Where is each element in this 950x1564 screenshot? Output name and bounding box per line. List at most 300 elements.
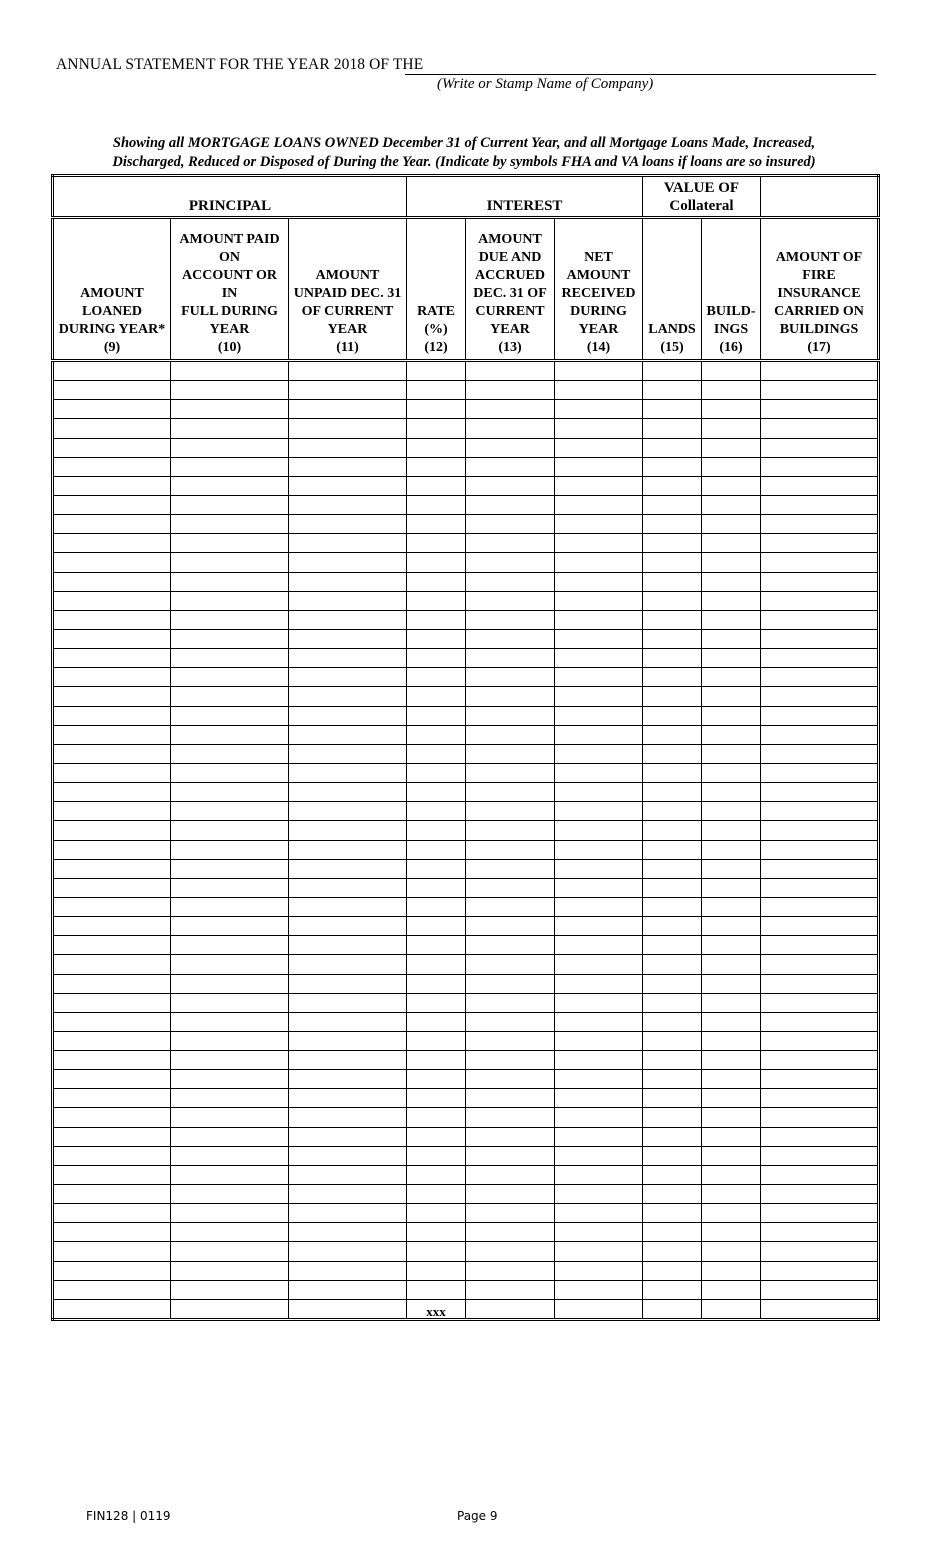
entry-cell[interactable] xyxy=(289,1299,407,1319)
entry-cell[interactable] xyxy=(53,993,171,1012)
entry-cell[interactable] xyxy=(171,381,289,400)
entry-cell[interactable] xyxy=(289,936,407,955)
entry-cell[interactable] xyxy=(702,821,761,840)
entry-cell[interactable] xyxy=(466,917,555,936)
entry-cell[interactable] xyxy=(555,763,643,782)
entry-cell[interactable] xyxy=(643,1280,702,1299)
entry-cell[interactable] xyxy=(289,802,407,821)
entry-cell[interactable] xyxy=(171,1242,289,1261)
entry-cell[interactable] xyxy=(289,1051,407,1070)
entry-cell[interactable] xyxy=(761,572,879,591)
entry-cell[interactable] xyxy=(53,438,171,457)
entry-cell[interactable] xyxy=(702,457,761,476)
entry-cell[interactable] xyxy=(53,1070,171,1089)
entry-cell[interactable] xyxy=(407,476,466,495)
entry-cell[interactable] xyxy=(407,1070,466,1089)
entry-cell[interactable] xyxy=(702,802,761,821)
entry-cell[interactable] xyxy=(643,1204,702,1223)
entry-cell[interactable] xyxy=(466,534,555,553)
entry-cell[interactable] xyxy=(466,419,555,438)
entry-cell[interactable] xyxy=(555,897,643,916)
entry-cell[interactable] xyxy=(53,936,171,955)
entry-cell[interactable] xyxy=(466,802,555,821)
entry-cell[interactable] xyxy=(53,744,171,763)
entry-cell[interactable] xyxy=(702,897,761,916)
entry-cell[interactable] xyxy=(702,763,761,782)
entry-cell[interactable] xyxy=(643,897,702,916)
entry-cell[interactable] xyxy=(555,572,643,591)
entry-cell[interactable] xyxy=(555,419,643,438)
entry-cell[interactable] xyxy=(643,1089,702,1108)
entry-cell[interactable] xyxy=(643,1165,702,1184)
entry-cell[interactable] xyxy=(289,629,407,648)
entry-cell[interactable] xyxy=(761,1031,879,1050)
entry-cell[interactable] xyxy=(702,400,761,419)
entry-cell[interactable] xyxy=(761,974,879,993)
entry-cell[interactable] xyxy=(761,821,879,840)
entry-cell[interactable] xyxy=(466,725,555,744)
entry-cell[interactable] xyxy=(53,495,171,514)
entry-cell[interactable] xyxy=(466,649,555,668)
entry-cell[interactable] xyxy=(171,706,289,725)
entry-cell[interactable] xyxy=(289,1146,407,1165)
entry-cell[interactable] xyxy=(466,821,555,840)
entry-cell[interactable] xyxy=(53,878,171,897)
entry-cell[interactable] xyxy=(171,572,289,591)
entry-cell[interactable] xyxy=(643,993,702,1012)
entry-cell[interactable] xyxy=(407,419,466,438)
entry-cell[interactable] xyxy=(171,438,289,457)
entry-cell[interactable] xyxy=(761,1299,879,1319)
entry-cell[interactable] xyxy=(53,553,171,572)
entry-cell[interactable] xyxy=(702,1280,761,1299)
entry-cell[interactable] xyxy=(289,1089,407,1108)
entry-cell[interactable] xyxy=(289,668,407,687)
entry-cell[interactable] xyxy=(702,1127,761,1146)
entry-cell[interactable] xyxy=(466,1185,555,1204)
entry-cell[interactable] xyxy=(702,878,761,897)
entry-cell[interactable] xyxy=(407,859,466,878)
entry-cell[interactable] xyxy=(702,1146,761,1165)
entry-cell[interactable] xyxy=(407,534,466,553)
entry-cell[interactable] xyxy=(171,917,289,936)
entry-cell[interactable] xyxy=(53,381,171,400)
entry-cell[interactable] xyxy=(555,1127,643,1146)
entry-cell[interactable] xyxy=(289,1108,407,1127)
entry-cell[interactable] xyxy=(643,361,702,381)
entry-cell[interactable] xyxy=(171,802,289,821)
entry-cell[interactable] xyxy=(555,1299,643,1319)
entry-cell[interactable] xyxy=(702,1261,761,1280)
entry-cell[interactable] xyxy=(761,1204,879,1223)
entry-cell[interactable] xyxy=(466,553,555,572)
entry-cell[interactable] xyxy=(643,1146,702,1165)
entry-cell[interactable] xyxy=(289,763,407,782)
entry-cell[interactable] xyxy=(761,1242,879,1261)
entry-cell[interactable] xyxy=(171,1012,289,1031)
entry-cell[interactable] xyxy=(289,917,407,936)
entry-cell[interactable] xyxy=(702,1051,761,1070)
entry-cell[interactable] xyxy=(643,878,702,897)
entry-cell[interactable] xyxy=(466,495,555,514)
entry-cell[interactable] xyxy=(171,1223,289,1242)
entry-cell[interactable] xyxy=(289,1204,407,1223)
entry-cell[interactable] xyxy=(407,1108,466,1127)
entry-cell[interactable] xyxy=(466,936,555,955)
entry-cell[interactable] xyxy=(466,1223,555,1242)
entry-cell[interactable] xyxy=(289,572,407,591)
entry-cell[interactable] xyxy=(761,1108,879,1127)
entry-cell[interactable] xyxy=(555,936,643,955)
entry-cell[interactable] xyxy=(761,553,879,572)
entry-cell[interactable] xyxy=(761,802,879,821)
entry-cell[interactable] xyxy=(407,381,466,400)
entry-cell[interactable] xyxy=(53,802,171,821)
entry-cell[interactable] xyxy=(407,744,466,763)
entry-cell[interactable] xyxy=(643,1051,702,1070)
entry-cell[interactable] xyxy=(466,878,555,897)
entry-cell[interactable] xyxy=(171,1070,289,1089)
entry-cell[interactable] xyxy=(761,361,879,381)
entry-cell[interactable] xyxy=(643,572,702,591)
entry-cell[interactable] xyxy=(555,706,643,725)
entry-cell[interactable] xyxy=(643,457,702,476)
entry-cell[interactable] xyxy=(171,936,289,955)
entry-cell[interactable] xyxy=(761,955,879,974)
entry-cell[interactable] xyxy=(702,936,761,955)
entry-cell[interactable] xyxy=(643,668,702,687)
entry-cell[interactable] xyxy=(702,668,761,687)
entry-cell[interactable] xyxy=(53,897,171,916)
entry-cell[interactable] xyxy=(555,878,643,897)
entry-cell[interactable] xyxy=(53,610,171,629)
entry-cell[interactable] xyxy=(761,878,879,897)
entry-cell[interactable] xyxy=(407,553,466,572)
entry-cell[interactable] xyxy=(407,955,466,974)
entry-cell[interactable] xyxy=(702,591,761,610)
entry-cell[interactable] xyxy=(466,687,555,706)
entry-cell[interactable] xyxy=(53,515,171,534)
entry-cell[interactable] xyxy=(171,668,289,687)
entry-cell[interactable] xyxy=(171,361,289,381)
entry-cell[interactable] xyxy=(466,859,555,878)
entry-cell[interactable] xyxy=(643,1223,702,1242)
entry-cell[interactable] xyxy=(643,687,702,706)
entry-cell[interactable] xyxy=(643,936,702,955)
entry-cell[interactable] xyxy=(555,1204,643,1223)
entry-cell[interactable] xyxy=(466,763,555,782)
entry-cell[interactable] xyxy=(643,515,702,534)
entry-cell[interactable] xyxy=(466,955,555,974)
entry-cell[interactable] xyxy=(555,1165,643,1184)
entry-cell[interactable] xyxy=(407,763,466,782)
entry-cell[interactable] xyxy=(466,1031,555,1050)
entry-cell[interactable] xyxy=(466,381,555,400)
entry-cell[interactable] xyxy=(53,361,171,381)
entry-cell[interactable] xyxy=(702,1242,761,1261)
entry-cell[interactable] xyxy=(407,1280,466,1299)
entry-cell[interactable] xyxy=(407,993,466,1012)
entry-cell[interactable] xyxy=(466,361,555,381)
entry-cell[interactable] xyxy=(643,783,702,802)
entry-cell[interactable] xyxy=(407,1051,466,1070)
entry-cell[interactable] xyxy=(466,457,555,476)
entry-cell[interactable] xyxy=(555,917,643,936)
entry-cell[interactable] xyxy=(466,1280,555,1299)
entry-cell[interactable] xyxy=(761,706,879,725)
entry-cell[interactable] xyxy=(555,993,643,1012)
entry-cell[interactable] xyxy=(407,361,466,381)
entry-cell[interactable] xyxy=(702,917,761,936)
entry-cell[interactable] xyxy=(761,783,879,802)
entry-cell[interactable] xyxy=(702,706,761,725)
entry-cell[interactable] xyxy=(407,1127,466,1146)
entry-cell[interactable] xyxy=(702,649,761,668)
entry-cell[interactable] xyxy=(53,1261,171,1280)
entry-cell[interactable] xyxy=(702,381,761,400)
entry-cell[interactable] xyxy=(53,419,171,438)
entry-cell[interactable] xyxy=(761,840,879,859)
entry-cell[interactable] xyxy=(407,1223,466,1242)
entry-cell[interactable] xyxy=(466,1165,555,1184)
entry-cell[interactable] xyxy=(643,1185,702,1204)
entry-cell[interactable] xyxy=(407,1089,466,1108)
entry-cell[interactable] xyxy=(702,1089,761,1108)
entry-cell[interactable] xyxy=(53,917,171,936)
entry-cell[interactable] xyxy=(643,400,702,419)
entry-cell[interactable] xyxy=(555,802,643,821)
entry-cell[interactable] xyxy=(53,687,171,706)
entry-cell[interactable] xyxy=(407,936,466,955)
entry-cell[interactable] xyxy=(407,878,466,897)
entry-cell[interactable] xyxy=(555,1012,643,1031)
entry-cell[interactable] xyxy=(407,610,466,629)
entry-cell[interactable] xyxy=(171,515,289,534)
entry-cell[interactable] xyxy=(761,687,879,706)
entry-cell[interactable] xyxy=(53,1185,171,1204)
entry-cell[interactable] xyxy=(407,783,466,802)
entry-cell[interactable] xyxy=(53,1242,171,1261)
entry-cell[interactable] xyxy=(171,1204,289,1223)
entry-cell[interactable] xyxy=(555,629,643,648)
entry-cell[interactable] xyxy=(407,400,466,419)
entry-cell[interactable] xyxy=(643,840,702,859)
entry-cell[interactable] xyxy=(702,974,761,993)
entry-cell[interactable] xyxy=(702,495,761,514)
entry-cell[interactable] xyxy=(761,725,879,744)
entry-cell[interactable] xyxy=(407,1012,466,1031)
entry-cell[interactable] xyxy=(555,495,643,514)
entry-cell[interactable] xyxy=(407,1242,466,1261)
entry-cell[interactable] xyxy=(53,859,171,878)
entry-cell[interactable] xyxy=(171,1299,289,1319)
entry-cell[interactable] xyxy=(289,878,407,897)
entry-cell[interactable] xyxy=(643,859,702,878)
entry-cell[interactable] xyxy=(53,629,171,648)
entry-cell[interactable] xyxy=(555,457,643,476)
entry-cell[interactable] xyxy=(289,591,407,610)
entry-cell[interactable] xyxy=(761,1089,879,1108)
entry-cell[interactable] xyxy=(53,1089,171,1108)
entry-cell[interactable] xyxy=(407,706,466,725)
entry-cell[interactable] xyxy=(761,763,879,782)
entry-cell[interactable] xyxy=(643,495,702,514)
entry-cell[interactable] xyxy=(171,1146,289,1165)
entry-cell[interactable] xyxy=(171,687,289,706)
entry-cell[interactable] xyxy=(289,706,407,725)
entry-cell[interactable] xyxy=(555,361,643,381)
entry-cell[interactable] xyxy=(643,955,702,974)
entry-cell[interactable] xyxy=(702,361,761,381)
entry-cell[interactable] xyxy=(53,706,171,725)
entry-cell[interactable] xyxy=(643,381,702,400)
entry-cell[interactable] xyxy=(643,629,702,648)
entry-cell[interactable] xyxy=(289,821,407,840)
entry-cell[interactable] xyxy=(643,476,702,495)
entry-cell[interactable] xyxy=(555,974,643,993)
entry-cell[interactable] xyxy=(171,495,289,514)
entry-cell[interactable] xyxy=(466,1070,555,1089)
entry-cell[interactable] xyxy=(466,1299,555,1319)
entry-cell[interactable] xyxy=(555,725,643,744)
entry-cell[interactable] xyxy=(555,610,643,629)
entry-cell[interactable] xyxy=(289,840,407,859)
entry-cell[interactable] xyxy=(555,783,643,802)
entry-cell[interactable] xyxy=(53,1031,171,1050)
entry-cell[interactable] xyxy=(53,1012,171,1031)
entry-cell[interactable] xyxy=(643,419,702,438)
entry-cell[interactable] xyxy=(643,553,702,572)
entry-cell[interactable] xyxy=(289,1242,407,1261)
entry-cell[interactable] xyxy=(289,974,407,993)
entry-cell[interactable] xyxy=(407,821,466,840)
entry-cell[interactable] xyxy=(466,993,555,1012)
entry-cell[interactable] xyxy=(761,744,879,763)
entry-cell[interactable] xyxy=(761,1185,879,1204)
entry-cell[interactable] xyxy=(643,802,702,821)
entry-cell[interactable] xyxy=(407,917,466,936)
entry-cell[interactable] xyxy=(643,763,702,782)
entry-cell[interactable] xyxy=(171,553,289,572)
entry-cell[interactable] xyxy=(555,1242,643,1261)
entry-cell[interactable] xyxy=(702,1299,761,1319)
entry-cell[interactable] xyxy=(289,400,407,419)
entry-cell[interactable] xyxy=(289,457,407,476)
entry-cell[interactable] xyxy=(555,591,643,610)
entry-cell[interactable] xyxy=(466,744,555,763)
entry-cell[interactable] xyxy=(761,476,879,495)
entry-cell[interactable] xyxy=(643,534,702,553)
entry-cell[interactable] xyxy=(171,1051,289,1070)
entry-cell[interactable] xyxy=(702,955,761,974)
entry-cell[interactable] xyxy=(289,725,407,744)
entry-cell[interactable] xyxy=(761,457,879,476)
entry-cell[interactable] xyxy=(555,744,643,763)
entry-cell[interactable] xyxy=(555,381,643,400)
entry-cell[interactable] xyxy=(407,1204,466,1223)
entry-cell[interactable] xyxy=(171,1165,289,1184)
entry-cell[interactable] xyxy=(702,610,761,629)
entry-cell[interactable] xyxy=(555,821,643,840)
entry-cell[interactable] xyxy=(289,993,407,1012)
entry-cell[interactable] xyxy=(171,763,289,782)
entry-cell[interactable] xyxy=(171,419,289,438)
entry-cell[interactable] xyxy=(407,1261,466,1280)
entry-cell[interactable] xyxy=(761,495,879,514)
entry-cell[interactable] xyxy=(702,744,761,763)
entry-cell[interactable] xyxy=(702,783,761,802)
entry-cell[interactable] xyxy=(555,1108,643,1127)
entry-cell[interactable] xyxy=(643,1299,702,1319)
entry-cell[interactable] xyxy=(466,668,555,687)
entry-cell[interactable] xyxy=(555,1031,643,1050)
entry-cell[interactable] xyxy=(702,438,761,457)
entry-cell[interactable] xyxy=(171,840,289,859)
entry-cell[interactable] xyxy=(466,1242,555,1261)
entry-cell[interactable] xyxy=(761,381,879,400)
entry-cell[interactable] xyxy=(407,840,466,859)
entry-cell[interactable] xyxy=(171,993,289,1012)
entry-cell[interactable] xyxy=(643,1012,702,1031)
entry-cell[interactable] xyxy=(53,534,171,553)
entry-cell[interactable] xyxy=(171,649,289,668)
entry-cell[interactable] xyxy=(407,1146,466,1165)
entry-cell[interactable] xyxy=(289,361,407,381)
entry-cell[interactable] xyxy=(466,1127,555,1146)
entry-cell[interactable] xyxy=(171,878,289,897)
entry-cell[interactable] xyxy=(555,515,643,534)
entry-cell[interactable] xyxy=(761,1280,879,1299)
entry-cell[interactable] xyxy=(761,534,879,553)
entry-cell[interactable] xyxy=(555,687,643,706)
entry-cell[interactable] xyxy=(289,1223,407,1242)
entry-cell[interactable] xyxy=(171,1127,289,1146)
entry-cell[interactable] xyxy=(53,1165,171,1184)
entry-cell[interactable] xyxy=(466,897,555,916)
entry-cell[interactable] xyxy=(466,1051,555,1070)
entry-cell[interactable] xyxy=(289,1280,407,1299)
entry-cell[interactable] xyxy=(761,400,879,419)
entry-cell[interactable] xyxy=(643,1127,702,1146)
entry-cell[interactable] xyxy=(53,1299,171,1319)
entry-cell[interactable] xyxy=(702,419,761,438)
entry-cell[interactable] xyxy=(53,821,171,840)
entry-cell[interactable] xyxy=(466,1146,555,1165)
entry-cell[interactable] xyxy=(289,476,407,495)
entry-cell[interactable] xyxy=(407,591,466,610)
entry-cell[interactable] xyxy=(761,936,879,955)
entry-cell[interactable] xyxy=(53,1051,171,1070)
entry-cell[interactable] xyxy=(53,955,171,974)
entry-cell[interactable] xyxy=(761,629,879,648)
entry-cell[interactable] xyxy=(466,1108,555,1127)
entry-cell[interactable] xyxy=(171,744,289,763)
entry-cell[interactable] xyxy=(171,1089,289,1108)
entry-cell[interactable] xyxy=(702,859,761,878)
entry-cell[interactable] xyxy=(171,725,289,744)
entry-cell[interactable] xyxy=(761,1261,879,1280)
entry-cell[interactable] xyxy=(53,649,171,668)
entry-cell[interactable] xyxy=(171,457,289,476)
entry-cell[interactable] xyxy=(702,515,761,534)
entry-cell[interactable] xyxy=(171,1108,289,1127)
entry-cell[interactable] xyxy=(643,744,702,763)
entry-cell[interactable] xyxy=(761,649,879,668)
entry-cell[interactable] xyxy=(466,1089,555,1108)
entry-cell[interactable] xyxy=(289,1185,407,1204)
entry-cell[interactable] xyxy=(555,553,643,572)
entry-cell[interactable] xyxy=(643,917,702,936)
